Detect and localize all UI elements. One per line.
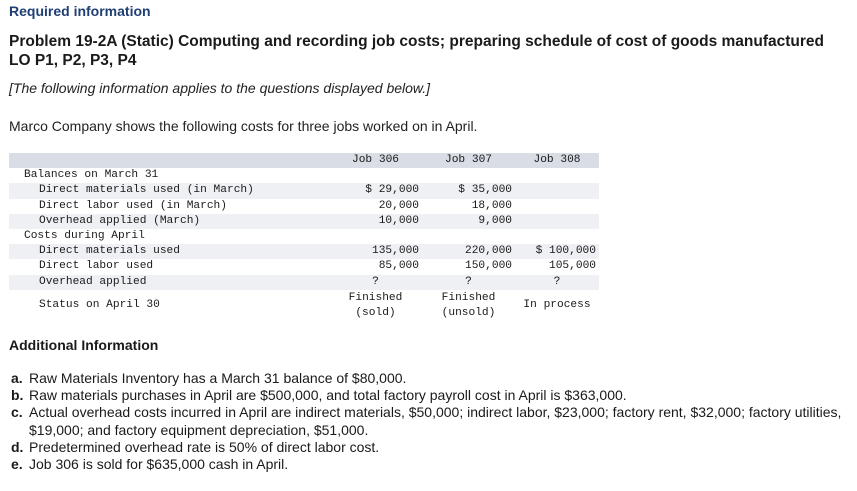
row-label: Direct materials used (in March): [9, 183, 329, 198]
row-label: Status on April 30: [39, 299, 160, 312]
status-job-306: Finished (sold): [348, 291, 403, 319]
cell-value: [515, 183, 599, 198]
cell-value: 220,000: [422, 244, 515, 259]
intro-text: Marco Company shows the following costs for three jobs worked on in April.: [9, 118, 478, 134]
cell-value: [515, 214, 599, 229]
required-information-label: Required information: [9, 3, 151, 19]
table-header-row: [9, 153, 599, 168]
row-label: Direct labor used (in March): [39, 199, 227, 212]
table-row: [9, 199, 599, 214]
table-row: [9, 214, 599, 229]
table-row: [9, 244, 599, 259]
cell-value: 9,000: [422, 214, 515, 229]
cell-value: 105,000: [549, 260, 596, 273]
cell-value: 18,000: [471, 199, 512, 212]
section-april: Costs during April: [24, 230, 145, 243]
cell-value: ?: [515, 275, 599, 290]
additional-info-list: [11, 370, 857, 473]
problem-title: Problem 19-2A (Static) Computing and recording job costs; preparing schedule of cost of goods manufactured LO P1, P2, P3, P4: [9, 33, 824, 69]
col-job-307: Job 307: [422, 153, 515, 168]
section-balances: Balances on March 31: [24, 169, 159, 182]
cell-value: [515, 199, 599, 214]
cell-value: 85,000: [378, 260, 419, 273]
cell-value: 135,000: [329, 244, 422, 259]
cell-value: $ 100,000: [515, 244, 599, 259]
cell-value: 10,000: [329, 214, 422, 229]
status-job-308: In process: [523, 299, 591, 312]
list-item: b. Raw materials purchases in April are $500,000, and total factory payroll cost in April is $363,000.: [11, 387, 627, 404]
col-job-308: Job 308: [515, 153, 599, 168]
table-row: [9, 290, 599, 322]
table-row: [9, 229, 599, 244]
table-row: [9, 275, 599, 290]
table-row: [9, 259, 599, 274]
additional-info-title: Additional Information: [9, 337, 159, 353]
cell-value: $ 35,000: [422, 183, 515, 198]
status-job-307: Finished (unsold): [441, 291, 496, 319]
row-label: Direct materials used: [9, 244, 329, 259]
cell-value: ?: [422, 275, 515, 290]
table-row: [9, 168, 599, 183]
col-job-306: Job 306: [329, 153, 422, 168]
job-cost-table: [9, 153, 599, 322]
info-note: [The following information applies to the questions displayed below.]: [9, 80, 431, 96]
row-label: Direct labor used: [39, 260, 154, 273]
list-item: e. Job 306 is sold for $635,000 cash in April.: [11, 456, 289, 473]
cell-value: ?: [329, 275, 422, 290]
row-label: Overhead applied: [9, 275, 329, 290]
list-item: a. Raw Materials Inventory has a March 31 balance of $80,000.: [11, 370, 407, 386]
list-item: d. Predetermined overhead rate is 50% of direct labor cost.: [11, 438, 380, 455]
row-label: Overhead applied (March): [9, 214, 329, 229]
list-item: c. Actual overhead costs incurred in April are indirect materials, $50,000; indirect labor, $23,000; factory rent, $32,000; factory utilities, $19,000; and factory equipment depreciation, $51,000.: [11, 404, 842, 438]
cell-value: $ 29,000: [329, 183, 422, 198]
cell-value: 20,000: [378, 199, 419, 212]
cell-value: 150,000: [465, 260, 512, 273]
table-row: [9, 183, 599, 198]
